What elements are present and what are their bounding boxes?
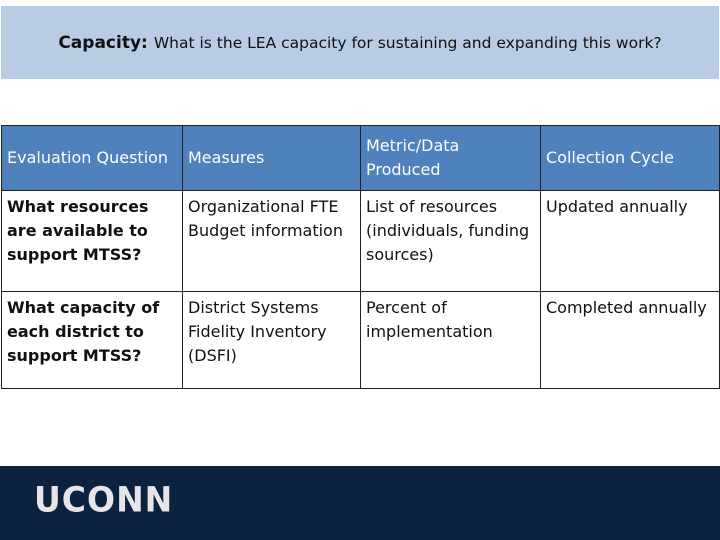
header-collection-cycle: Collection Cycle	[541, 126, 720, 191]
cell-question: What capacity of each district to support MTSS?	[2, 292, 183, 389]
header-row	[2, 126, 720, 191]
cell-metric: Percent of implementation	[361, 292, 541, 389]
cell-question: What resources are available to support MTSS?	[2, 191, 183, 292]
cell-measures: Organizational FTE Budget information	[183, 191, 361, 292]
slide-title-bar	[1, 6, 719, 79]
table-row	[2, 191, 720, 292]
table-row	[2, 292, 720, 389]
title-label: Capacity:	[58, 32, 148, 53]
cell-cycle: Updated annually	[541, 191, 720, 292]
cell-metric: List of resources (individuals, funding sources)	[361, 191, 541, 292]
title-question: What is the LEA capacity for sustaining and expanding this work?	[153, 33, 662, 52]
header-evaluation-question: Evaluation Question	[2, 126, 183, 191]
header-measures: Measures	[183, 126, 361, 191]
cell-measures: District Systems Fidelity Inventory (DSFI)	[183, 292, 361, 389]
header-metric-data: Metric/Data Produced	[361, 126, 541, 191]
cell-cycle: Completed annually	[541, 292, 720, 389]
uconn-logo: UCONN	[34, 479, 174, 520]
evaluation-table	[1, 125, 720, 389]
